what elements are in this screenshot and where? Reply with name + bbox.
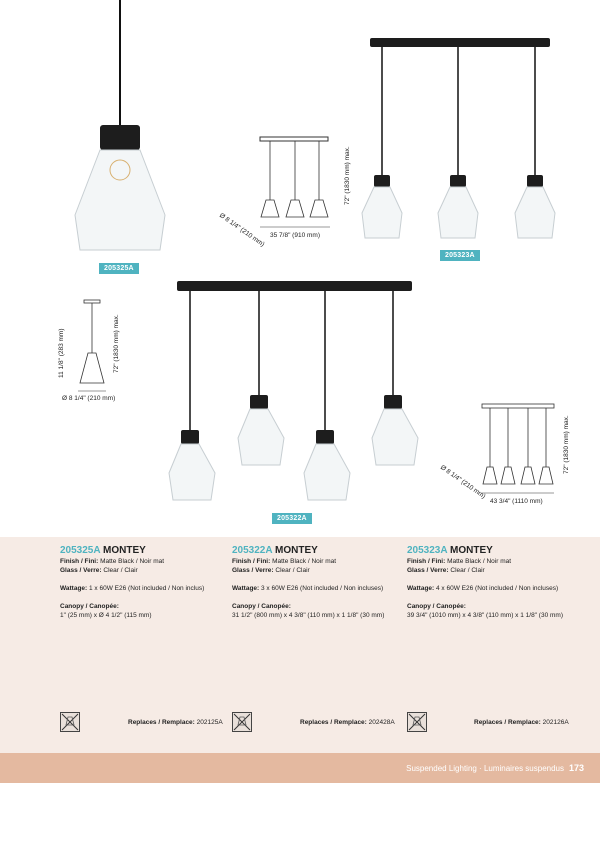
single-shade-height: 11 1/8" (283 mm)	[58, 328, 65, 378]
spec-column-205325A	[60, 546, 235, 620]
product-title: 205323A MONTEY	[407, 545, 493, 556]
four-light-width: 43 3/4" (1110 mm)	[490, 498, 543, 505]
product-tag-205323A: 205323A	[440, 250, 480, 261]
product-tag-205325A: 205325A	[99, 263, 139, 274]
finish-line: Finish / Fini: Matte Black / Noir mat	[60, 558, 165, 565]
three-light-height: 72" (1830 mm) max.	[344, 146, 351, 205]
single-line-drawing	[72, 298, 112, 398]
canopy-label: Canopy / Canopée:	[60, 603, 119, 610]
glass-line: Glass / Verre: Clear / Clair	[60, 567, 138, 574]
product-title: 205322A MONTEY	[232, 545, 318, 556]
spec-column-205323A	[407, 546, 582, 620]
single-diameter: Ø 8 1/4" (210 mm)	[62, 395, 116, 402]
canopy-label: Canopy / Canopée:	[407, 603, 466, 610]
wattage-line: Wattage: 1 x 60W E26 (Not included / Non inclus)	[60, 585, 205, 592]
four-light-height: 72" (1830 mm) max.	[563, 415, 570, 474]
wattage-line: Wattage: 3 x 60W E26 (Not included / Non incluses)	[232, 585, 384, 592]
replaces-205325A: Replaces / Remplace: 202125A	[128, 719, 223, 726]
four-light-line-drawing	[478, 402, 558, 497]
three-light-width: 35 7/8" (910 mm)	[270, 232, 320, 239]
canopy-label: Canopy / Canopée:	[232, 603, 291, 610]
footer-section-title: Suspended Lighting · Luminaires suspendus	[406, 764, 564, 773]
finish-line: Finish / Fini: Matte Black / Noir mat	[407, 558, 512, 565]
four-light-diameter: Ø 8 1/4" (210 mm)	[438, 464, 487, 501]
single-height: 72" (1830 mm) max.	[113, 314, 120, 373]
glass-line: Glass / Verre: Clear / Clair	[407, 567, 485, 574]
wattage-line: Wattage: 4 x 60W E26 (Not included / Non incluses)	[407, 585, 559, 592]
finish-line: Finish / Fini: Matte Black / Noir mat	[232, 558, 337, 565]
three-light-diameter: Ø 8 1/4" (210 mm)	[217, 212, 266, 249]
glass-line: Glass / Verre: Clear / Clair	[232, 567, 310, 574]
replaced-product-icon	[407, 712, 427, 732]
replaces-205322A: Replaces / Remplace: 202428A	[300, 719, 395, 726]
single-pendant-photo	[60, 0, 180, 260]
three-light-line-drawing	[255, 135, 335, 235]
product-tag-205322A: 205322A	[272, 513, 312, 524]
replaced-product-icon	[60, 712, 80, 732]
replaces-205323A: Replaces / Remplace: 202126A	[474, 719, 569, 726]
canopy-value: 39 3/4" (1010 mm) x 4 3/8" (110 mm) x 1 1/8" (30 mm)	[407, 612, 563, 619]
page-number: 173	[568, 763, 584, 773]
replaced-product-icon	[232, 712, 252, 732]
product-title: 205325A MONTEY	[60, 545, 146, 556]
canopy-value: 1" (25 mm) x Ø 4 1/2" (115 mm)	[60, 612, 152, 619]
spec-column-205322A	[232, 546, 407, 620]
canopy-value: 31 1/2" (800 mm) x 4 3/8" (110 mm) x 1 1/8" (30 mm)	[232, 612, 385, 619]
three-light-pendant-photo	[355, 30, 565, 245]
four-light-pendant-photo	[165, 275, 425, 515]
